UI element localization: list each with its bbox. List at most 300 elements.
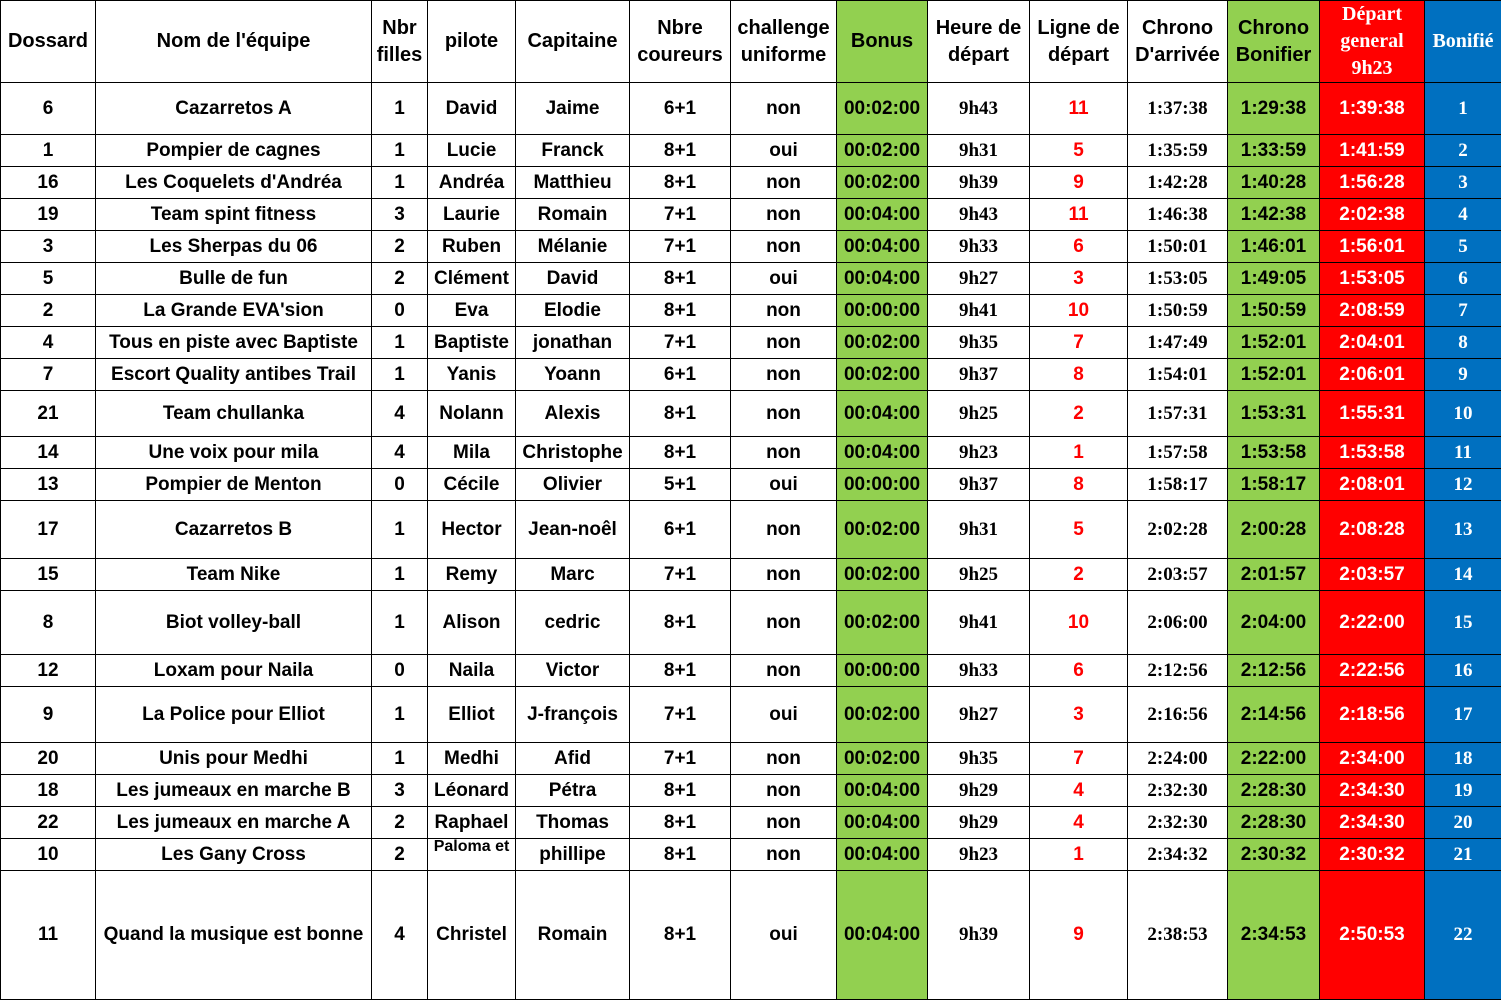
cell-team-name: Escort Quality antibes Trail xyxy=(96,359,372,391)
cell-dossard: 11 xyxy=(1,871,96,1000)
header-nbr-filles: Nbr filles xyxy=(372,1,428,83)
cell-heure-depart: 9h43 xyxy=(928,199,1030,231)
cell-nbr-filles: 1 xyxy=(372,327,428,359)
cell-capitaine: Mélanie xyxy=(516,231,630,263)
cell-bonifie-rank: 8 xyxy=(1425,327,1501,359)
cell-chrono-bonifier: 1:29:38 xyxy=(1228,83,1320,135)
cell-chrono-arrivee: 2:02:28 xyxy=(1128,501,1228,559)
table-row xyxy=(1,501,1501,559)
cell-dossard: 10 xyxy=(1,839,96,871)
cell-bonus: 00:00:00 xyxy=(837,469,928,501)
cell-pilote: Remy xyxy=(428,559,516,591)
cell-bonus: 00:04:00 xyxy=(837,437,928,469)
cell-bonus: 00:04:00 xyxy=(837,871,928,1000)
cell-team-name: Loxam pour Naila xyxy=(96,655,372,687)
cell-dossard: 5 xyxy=(1,263,96,295)
cell-depart-general: 1:53:05 xyxy=(1320,263,1425,295)
cell-capitaine: Franck xyxy=(516,135,630,167)
cell-capitaine: J-françois xyxy=(516,687,630,743)
cell-depart-general: 1:56:01 xyxy=(1320,231,1425,263)
cell-team-name: Quand la musique est bonne xyxy=(96,871,372,1000)
cell-depart-general: 2:22:00 xyxy=(1320,591,1425,655)
cell-bonifie-rank: 13 xyxy=(1425,501,1501,559)
cell-team-name: Pompier de Menton xyxy=(96,469,372,501)
cell-bonus: 00:00:00 xyxy=(837,655,928,687)
cell-heure-depart: 9h31 xyxy=(928,135,1030,167)
cell-capitaine: Elodie xyxy=(516,295,630,327)
cell-ligne-depart: 9 xyxy=(1030,167,1128,199)
cell-bonifie-rank: 16 xyxy=(1425,655,1501,687)
header-bonus: Bonus xyxy=(837,1,928,83)
cell-capitaine: Romain xyxy=(516,871,630,1000)
cell-challenge-uniforme: non xyxy=(731,559,837,591)
cell-bonus: 00:04:00 xyxy=(837,775,928,807)
cell-bonus: 00:02:00 xyxy=(837,743,928,775)
cell-team-name: Tous en piste avec Baptiste xyxy=(96,327,372,359)
cell-heure-depart: 9h41 xyxy=(928,591,1030,655)
table-row xyxy=(1,391,1501,437)
cell-depart-general: 1:39:38 xyxy=(1320,83,1425,135)
cell-nbr-filles: 0 xyxy=(372,655,428,687)
cell-chrono-bonifier: 1:52:01 xyxy=(1228,359,1320,391)
cell-team-name: Team chullanka xyxy=(96,391,372,437)
cell-pilote: Cécile xyxy=(428,469,516,501)
cell-chrono-arrivee: 1:50:01 xyxy=(1128,231,1228,263)
cell-nbre-coureurs: 8+1 xyxy=(630,839,731,871)
cell-ligne-depart: 11 xyxy=(1030,199,1128,231)
cell-heure-depart: 9h27 xyxy=(928,263,1030,295)
cell-dossard: 21 xyxy=(1,391,96,437)
cell-team-name: Team Nike xyxy=(96,559,372,591)
cell-chrono-arrivee: 1:57:58 xyxy=(1128,437,1228,469)
cell-capitaine: Victor xyxy=(516,655,630,687)
cell-dossard: 14 xyxy=(1,437,96,469)
cell-nbr-filles: 1 xyxy=(372,591,428,655)
cell-capitaine: Matthieu xyxy=(516,167,630,199)
cell-chrono-bonifier: 1:50:59 xyxy=(1228,295,1320,327)
cell-pilote: Baptiste xyxy=(428,327,516,359)
cell-depart-general: 2:34:00 xyxy=(1320,743,1425,775)
cell-dossard: 13 xyxy=(1,469,96,501)
cell-nbr-filles: 3 xyxy=(372,199,428,231)
cell-nbre-coureurs: 6+1 xyxy=(630,501,731,559)
cell-nbre-coureurs: 8+1 xyxy=(630,775,731,807)
cell-depart-general: 2:30:32 xyxy=(1320,839,1425,871)
cell-bonus: 00:04:00 xyxy=(837,199,928,231)
cell-nbre-coureurs: 8+1 xyxy=(630,391,731,437)
cell-challenge-uniforme: non xyxy=(731,501,837,559)
cell-bonus: 00:02:00 xyxy=(837,135,928,167)
cell-challenge-uniforme: non xyxy=(731,83,837,135)
cell-team-name: Les jumeaux en marche B xyxy=(96,775,372,807)
cell-depart-general: 1:53:58 xyxy=(1320,437,1425,469)
cell-bonus: 00:02:00 xyxy=(837,83,928,135)
cell-bonus: 00:02:00 xyxy=(837,687,928,743)
cell-ligne-depart: 8 xyxy=(1030,359,1128,391)
cell-pilote: Ruben xyxy=(428,231,516,263)
cell-bonus: 00:02:00 xyxy=(837,167,928,199)
cell-nbr-filles: 1 xyxy=(372,501,428,559)
cell-team-name: Pompier de cagnes xyxy=(96,135,372,167)
table-row xyxy=(1,807,1501,839)
cell-bonifie-rank: 2 xyxy=(1425,135,1501,167)
cell-nbre-coureurs: 8+1 xyxy=(630,167,731,199)
table-row xyxy=(1,231,1501,263)
header-bonifie: Bonifié xyxy=(1425,1,1501,83)
cell-chrono-bonifier: 1:49:05 xyxy=(1228,263,1320,295)
table-row xyxy=(1,437,1501,469)
cell-chrono-arrivee: 2:38:53 xyxy=(1128,871,1228,1000)
cell-heure-depart: 9h37 xyxy=(928,469,1030,501)
cell-dossard: 16 xyxy=(1,167,96,199)
header-row xyxy=(1,1,1501,83)
cell-pilote: Laurie xyxy=(428,199,516,231)
table-row xyxy=(1,295,1501,327)
cell-bonifie-rank: 14 xyxy=(1425,559,1501,591)
cell-dossard: 19 xyxy=(1,199,96,231)
cell-challenge-uniforme: non xyxy=(731,743,837,775)
cell-heure-depart: 9h37 xyxy=(928,359,1030,391)
cell-bonus: 00:02:00 xyxy=(837,501,928,559)
cell-capitaine: jonathan xyxy=(516,327,630,359)
cell-chrono-bonifier: 1:40:28 xyxy=(1228,167,1320,199)
table-row xyxy=(1,263,1501,295)
cell-challenge-uniforme: non xyxy=(731,199,837,231)
cell-depart-general: 2:08:59 xyxy=(1320,295,1425,327)
table-row xyxy=(1,871,1501,1000)
cell-challenge-uniforme: non xyxy=(731,655,837,687)
cell-ligne-depart: 3 xyxy=(1030,687,1128,743)
cell-chrono-bonifier: 1:33:59 xyxy=(1228,135,1320,167)
cell-chrono-bonifier: 2:28:30 xyxy=(1228,807,1320,839)
cell-nbr-filles: 4 xyxy=(372,437,428,469)
cell-chrono-arrivee: 1:54:01 xyxy=(1128,359,1228,391)
cell-ligne-depart: 3 xyxy=(1030,263,1128,295)
cell-capitaine: Marc xyxy=(516,559,630,591)
cell-depart-general: 2:18:56 xyxy=(1320,687,1425,743)
cell-depart-general: 2:04:01 xyxy=(1320,327,1425,359)
cell-chrono-arrivee: 1:47:49 xyxy=(1128,327,1228,359)
cell-bonifie-rank: 17 xyxy=(1425,687,1501,743)
cell-nbr-filles: 1 xyxy=(372,83,428,135)
cell-team-name: Cazarretos A xyxy=(96,83,372,135)
cell-nbre-coureurs: 8+1 xyxy=(630,437,731,469)
header-capitaine: Capitaine xyxy=(516,1,630,83)
cell-chrono-arrivee: 2:34:32 xyxy=(1128,839,1228,871)
cell-ligne-depart: 9 xyxy=(1030,871,1128,1000)
cell-ligne-depart: 4 xyxy=(1030,807,1128,839)
cell-bonifie-rank: 7 xyxy=(1425,295,1501,327)
cell-ligne-depart: 2 xyxy=(1030,391,1128,437)
results-body xyxy=(1,83,1501,1000)
cell-heure-depart: 9h35 xyxy=(928,743,1030,775)
cell-pilote: Raphael xyxy=(428,807,516,839)
cell-team-name: Unis pour Medhi xyxy=(96,743,372,775)
cell-capitaine: David xyxy=(516,263,630,295)
cell-bonus: 00:04:00 xyxy=(837,231,928,263)
cell-bonifie-rank: 11 xyxy=(1425,437,1501,469)
header-nbre-coureurs: Nbre coureurs xyxy=(630,1,731,83)
cell-pilote: Andréa xyxy=(428,167,516,199)
cell-bonifie-rank: 19 xyxy=(1425,775,1501,807)
table-row xyxy=(1,687,1501,743)
cell-challenge-uniforme: oui xyxy=(731,263,837,295)
cell-depart-general: 1:55:31 xyxy=(1320,391,1425,437)
cell-ligne-depart: 8 xyxy=(1030,469,1128,501)
cell-bonus: 00:02:00 xyxy=(837,591,928,655)
cell-pilote: Mila xyxy=(428,437,516,469)
cell-chrono-bonifier: 2:04:00 xyxy=(1228,591,1320,655)
cell-ligne-depart: 10 xyxy=(1030,591,1128,655)
cell-pilote: Medhi xyxy=(428,743,516,775)
cell-nbre-coureurs: 8+1 xyxy=(630,135,731,167)
header-team-name: Nom de l'équipe xyxy=(96,1,372,83)
cell-chrono-arrivee: 2:12:56 xyxy=(1128,655,1228,687)
cell-depart-general: 1:56:28 xyxy=(1320,167,1425,199)
header-challenge-uniforme: challenge uniforme xyxy=(731,1,837,83)
cell-pilote: Paloma et xyxy=(428,839,516,871)
cell-capitaine: Yoann xyxy=(516,359,630,391)
cell-depart-general: 2:34:30 xyxy=(1320,775,1425,807)
table-row xyxy=(1,591,1501,655)
cell-chrono-arrivee: 1:53:05 xyxy=(1128,263,1228,295)
cell-capitaine: Thomas xyxy=(516,807,630,839)
cell-pilote: David xyxy=(428,83,516,135)
cell-challenge-uniforme: non xyxy=(731,775,837,807)
cell-depart-general: 2:08:01 xyxy=(1320,469,1425,501)
cell-dossard: 12 xyxy=(1,655,96,687)
cell-challenge-uniforme: non xyxy=(731,437,837,469)
cell-pilote: Christel xyxy=(428,871,516,1000)
cell-bonifie-rank: 9 xyxy=(1425,359,1501,391)
cell-nbre-coureurs: 7+1 xyxy=(630,327,731,359)
cell-heure-depart: 9h43 xyxy=(928,83,1030,135)
cell-chrono-arrivee: 2:06:00 xyxy=(1128,591,1228,655)
cell-heure-depart: 9h29 xyxy=(928,775,1030,807)
cell-ligne-depart: 7 xyxy=(1030,327,1128,359)
cell-bonifie-rank: 18 xyxy=(1425,743,1501,775)
cell-chrono-arrivee: 1:46:38 xyxy=(1128,199,1228,231)
cell-pilote: Hector xyxy=(428,501,516,559)
table-row xyxy=(1,743,1501,775)
cell-depart-general: 2:50:53 xyxy=(1320,871,1425,1000)
table-row xyxy=(1,559,1501,591)
table-row xyxy=(1,83,1501,135)
cell-pilote: Naila xyxy=(428,655,516,687)
cell-pilote: Lucie xyxy=(428,135,516,167)
cell-dossard: 3 xyxy=(1,231,96,263)
header-depart-general: Départ general 9h23 xyxy=(1320,1,1425,83)
cell-bonifie-rank: 3 xyxy=(1425,167,1501,199)
cell-challenge-uniforme: non xyxy=(731,231,837,263)
cell-nbr-filles: 1 xyxy=(372,687,428,743)
cell-team-name: Biot volley-ball xyxy=(96,591,372,655)
table-row xyxy=(1,775,1501,807)
cell-nbr-filles: 2 xyxy=(372,263,428,295)
cell-capitaine: Pétra xyxy=(516,775,630,807)
cell-nbre-coureurs: 7+1 xyxy=(630,559,731,591)
cell-bonifie-rank: 12 xyxy=(1425,469,1501,501)
cell-dossard: 8 xyxy=(1,591,96,655)
cell-pilote: Elliot xyxy=(428,687,516,743)
cell-bonifie-rank: 22 xyxy=(1425,871,1501,1000)
cell-chrono-arrivee: 2:03:57 xyxy=(1128,559,1228,591)
cell-nbre-coureurs: 8+1 xyxy=(630,591,731,655)
cell-bonifie-rank: 6 xyxy=(1425,263,1501,295)
cell-capitaine: Jean-noêl xyxy=(516,501,630,559)
cell-challenge-uniforme: non xyxy=(731,359,837,391)
cell-challenge-uniforme: oui xyxy=(731,135,837,167)
cell-depart-general: 2:34:30 xyxy=(1320,807,1425,839)
cell-bonifie-rank: 10 xyxy=(1425,391,1501,437)
cell-capitaine: Alexis xyxy=(516,391,630,437)
cell-heure-depart: 9h25 xyxy=(928,559,1030,591)
cell-challenge-uniforme: non xyxy=(731,391,837,437)
cell-chrono-bonifier: 2:22:00 xyxy=(1228,743,1320,775)
cell-dossard: 15 xyxy=(1,559,96,591)
cell-capitaine: phillipe xyxy=(516,839,630,871)
cell-heure-depart: 9h39 xyxy=(928,871,1030,1000)
cell-dossard: 7 xyxy=(1,359,96,391)
cell-depart-general: 2:03:57 xyxy=(1320,559,1425,591)
cell-heure-depart: 9h31 xyxy=(928,501,1030,559)
cell-nbre-coureurs: 6+1 xyxy=(630,83,731,135)
cell-dossard: 6 xyxy=(1,83,96,135)
cell-bonifie-rank: 21 xyxy=(1425,839,1501,871)
cell-nbre-coureurs: 7+1 xyxy=(630,743,731,775)
cell-ligne-depart: 10 xyxy=(1030,295,1128,327)
header-heure-depart: Heure de départ xyxy=(928,1,1030,83)
cell-chrono-bonifier: 1:53:31 xyxy=(1228,391,1320,437)
cell-pilote: Yanis xyxy=(428,359,516,391)
cell-chrono-bonifier: 2:00:28 xyxy=(1228,501,1320,559)
cell-challenge-uniforme: oui xyxy=(731,871,837,1000)
cell-nbr-filles: 2 xyxy=(372,807,428,839)
cell-capitaine: Jaime xyxy=(516,83,630,135)
table-row xyxy=(1,327,1501,359)
cell-ligne-depart: 5 xyxy=(1030,135,1128,167)
cell-nbr-filles: 1 xyxy=(372,167,428,199)
cell-nbre-coureurs: 6+1 xyxy=(630,359,731,391)
cell-nbr-filles: 1 xyxy=(372,359,428,391)
cell-dossard: 17 xyxy=(1,501,96,559)
cell-chrono-arrivee: 1:57:31 xyxy=(1128,391,1228,437)
cell-bonifie-rank: 4 xyxy=(1425,199,1501,231)
table-row xyxy=(1,469,1501,501)
cell-dossard: 4 xyxy=(1,327,96,359)
cell-nbre-coureurs: 8+1 xyxy=(630,655,731,687)
cell-team-name: La Police pour Elliot xyxy=(96,687,372,743)
cell-depart-general: 2:22:56 xyxy=(1320,655,1425,687)
cell-bonus: 00:04:00 xyxy=(837,839,928,871)
cell-team-name: Team spint fitness xyxy=(96,199,372,231)
cell-heure-depart: 9h33 xyxy=(928,231,1030,263)
cell-bonus: 00:02:00 xyxy=(837,559,928,591)
cell-challenge-uniforme: oui xyxy=(731,687,837,743)
cell-capitaine: cedric xyxy=(516,591,630,655)
cell-chrono-bonifier: 2:34:53 xyxy=(1228,871,1320,1000)
cell-capitaine: Romain xyxy=(516,199,630,231)
cell-bonus: 00:04:00 xyxy=(837,391,928,437)
cell-team-name: Cazarretos B xyxy=(96,501,372,559)
cell-team-name: Les jumeaux en marche A xyxy=(96,807,372,839)
cell-heure-depart: 9h35 xyxy=(928,327,1030,359)
cell-ligne-depart: 7 xyxy=(1030,743,1128,775)
cell-capitaine: Afid xyxy=(516,743,630,775)
header-pilote: pilote xyxy=(428,1,516,83)
cell-dossard: 20 xyxy=(1,743,96,775)
header-dossard: Dossard xyxy=(1,1,96,83)
cell-chrono-arrivee: 2:24:00 xyxy=(1128,743,1228,775)
cell-chrono-arrivee: 1:42:28 xyxy=(1128,167,1228,199)
cell-challenge-uniforme: non xyxy=(731,839,837,871)
cell-bonus: 00:02:00 xyxy=(837,359,928,391)
table-row xyxy=(1,167,1501,199)
cell-heure-depart: 9h25 xyxy=(928,391,1030,437)
cell-ligne-depart: 1 xyxy=(1030,437,1128,469)
cell-team-name: Les Gany Cross xyxy=(96,839,372,871)
cell-bonifie-rank: 1 xyxy=(1425,83,1501,135)
cell-chrono-arrivee: 1:35:59 xyxy=(1128,135,1228,167)
cell-heure-depart: 9h23 xyxy=(928,839,1030,871)
cell-depart-general: 2:08:28 xyxy=(1320,501,1425,559)
cell-bonifie-rank: 5 xyxy=(1425,231,1501,263)
cell-nbre-coureurs: 8+1 xyxy=(630,807,731,839)
cell-chrono-bonifier: 1:58:17 xyxy=(1228,469,1320,501)
cell-chrono-bonifier: 2:01:57 xyxy=(1228,559,1320,591)
cell-chrono-arrivee: 1:50:59 xyxy=(1128,295,1228,327)
cell-heure-depart: 9h23 xyxy=(928,437,1030,469)
cell-ligne-depart: 6 xyxy=(1030,231,1128,263)
cell-challenge-uniforme: non xyxy=(731,327,837,359)
cell-pilote: Clément xyxy=(428,263,516,295)
cell-nbre-coureurs: 8+1 xyxy=(630,295,731,327)
cell-chrono-arrivee: 2:32:30 xyxy=(1128,775,1228,807)
cell-chrono-bonifier: 2:12:56 xyxy=(1228,655,1320,687)
cell-bonus: 00:04:00 xyxy=(837,263,928,295)
table-row xyxy=(1,135,1501,167)
cell-challenge-uniforme: non xyxy=(731,167,837,199)
cell-dossard: 2 xyxy=(1,295,96,327)
cell-team-name: La Grande EVA'sion xyxy=(96,295,372,327)
cell-nbre-coureurs: 5+1 xyxy=(630,469,731,501)
cell-chrono-arrivee: 1:37:38 xyxy=(1128,83,1228,135)
cell-bonifie-rank: 20 xyxy=(1425,807,1501,839)
cell-nbr-filles: 1 xyxy=(372,559,428,591)
cell-depart-general: 2:02:38 xyxy=(1320,199,1425,231)
cell-chrono-bonifier: 1:42:38 xyxy=(1228,199,1320,231)
table-row xyxy=(1,359,1501,391)
cell-nbr-filles: 4 xyxy=(372,871,428,1000)
cell-challenge-uniforme: non xyxy=(731,295,837,327)
cell-bonus: 00:02:00 xyxy=(837,327,928,359)
cell-challenge-uniforme: non xyxy=(731,807,837,839)
cell-capitaine: Olivier xyxy=(516,469,630,501)
cell-nbr-filles: 4 xyxy=(372,391,428,437)
header-chrono-arrivee: Chrono D'arrivée xyxy=(1128,1,1228,83)
cell-bonus: 00:00:00 xyxy=(837,295,928,327)
cell-dossard: 22 xyxy=(1,807,96,839)
cell-heure-depart: 9h41 xyxy=(928,295,1030,327)
cell-team-name: Bulle de fun xyxy=(96,263,372,295)
cell-team-name: Les Coquelets d'Andréa xyxy=(96,167,372,199)
header-ligne-depart: Ligne de départ xyxy=(1030,1,1128,83)
cell-capitaine: Christophe xyxy=(516,437,630,469)
cell-heure-depart: 9h27 xyxy=(928,687,1030,743)
cell-nbr-filles: 0 xyxy=(372,469,428,501)
cell-depart-general: 2:06:01 xyxy=(1320,359,1425,391)
cell-ligne-depart: 1 xyxy=(1030,839,1128,871)
